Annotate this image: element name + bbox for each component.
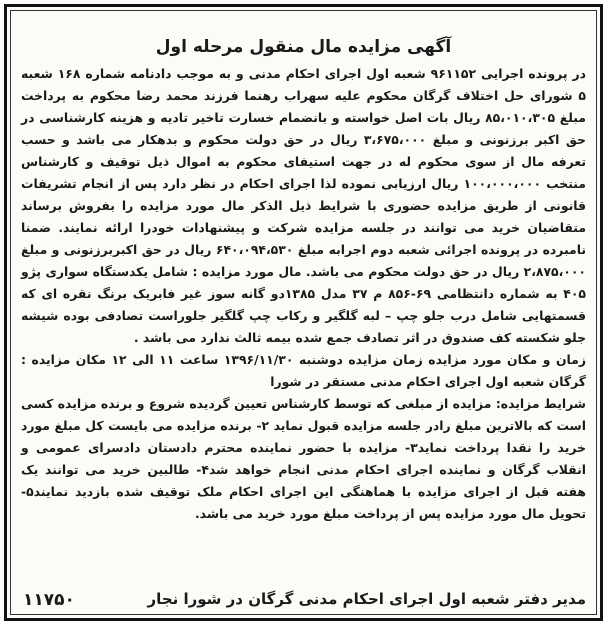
signature-line: مدیر دفتر شعبه اول اجرای احکام مدنی گرگان در شورا نجار (147, 590, 586, 608)
notice-code: ۱۱۷۵۰ (23, 590, 75, 610)
notice-body (21, 63, 586, 525)
notice-frame (4, 4, 603, 621)
notice-paragraph-main: در پرونده اجرایی ۹۶۱۱۵۲ شعبه اول اجرای احکام مدنی و به موجب دادنامه شماره ۱۶۸ شعبه ۵ شورای حل اختلاف گرگان محکوم علیه سهراب رهنما فرزند محمد رضا محکوم به پرداخت مبلغ ۸۵،۰۱۰،۳۰۵ ریال بات اصل خواسته و بانضمام خسارت تاخیر تادیه و هزینه کارشناسی در حق اکبر برزنونی و مبلغ ۳،۶۷۵،۰۰۰ ریال در حق دولت محکوم و بدهکار می باشد و حسب تعرفه مال از سوی محکوم له در جهت استیفای محکوم به اموال ذیل توقیف و کارشناس منتخب ۱۰۰،۰۰۰،۰۰۰ ریال ارزیابی نموده لذا اجرای احکام در نظر دارد پس از انجام تشریفات قانونی از طریق مزایده حضوری با شرایط ذیل الذکر مال مورد مزایده را بفروش برساند متقاضیان خرید می توانند در جلسه مزایده شرکت و پیشنهادات خودرا ارائه نمایند. ضمنا نامبرده در پرونده اجرائی شعبه دوم اجرابه مبلغ ۶۴۰،۰۹۴،۵۳۰ ریال در حق اکبربرزنونی و مبلغ ۲،۸۷۵،۰۰۰ ریال در حق دولت محکوم می باشد. مال مورد مزایده : شامل یکدستگاه سواری پژو ۴۰۵ به شماره دانتظامی ۶۹-۸۵۶ م ۳۷ مدل ۱۳۸۵دو گانه سوز غیر فابریک برنگ نقره ای که قسمتهایی شامل درب جلو چپ – لبه گلگیر و رکاب چپ گلگیر جلوراست تصادفی بوده شیشه جلو شکسته کف صندوق در اثر تصادف جمع شده بیمه ثالث ندارد می باشد . (21, 66, 587, 345)
notice-title: آگهی مزایده مال منقول مرحله اول (155, 37, 452, 57)
notice-paragraph-conditions: شرایط مزایده: مزایده از مبلغی که توسط کارشناس تعیین گردیده شروع و برنده مزایده کسی است که بالاترین مبلغ رادر جلسه مزایده قبول نماید ۲- برنده مزایده می بایست کل مبلغ مورد خرید را نقدا پرداخت نماید۳- مزایده با حضور نماینده محترم دادستان دادسرای عمومی و انقلاب گرگان و نماینده اجرای احکام مدنی انجام خواهد شد۴- طالبین خرید می توانند یک هفته قبل از اجرای مزایده با هماهنگی این اجرای احکام ملک توقیف شده بازدید نمایند۵- تحویل مال مورد مزایده پس از پرداخت مبلغ مورد خرید می باشد. (21, 396, 587, 521)
notice-paragraph-time-place: زمان و مکان مورد مزایده زمان مزایده دوشنبه ۱۳۹۶/۱۱/۳۰ ساعت ۱۱ الی ۱۲ مکان مزایده : گرگان شعبه اول اجرای احکام مدنی مستقر در شورا (21, 352, 586, 389)
notice-footer (17, 590, 590, 614)
